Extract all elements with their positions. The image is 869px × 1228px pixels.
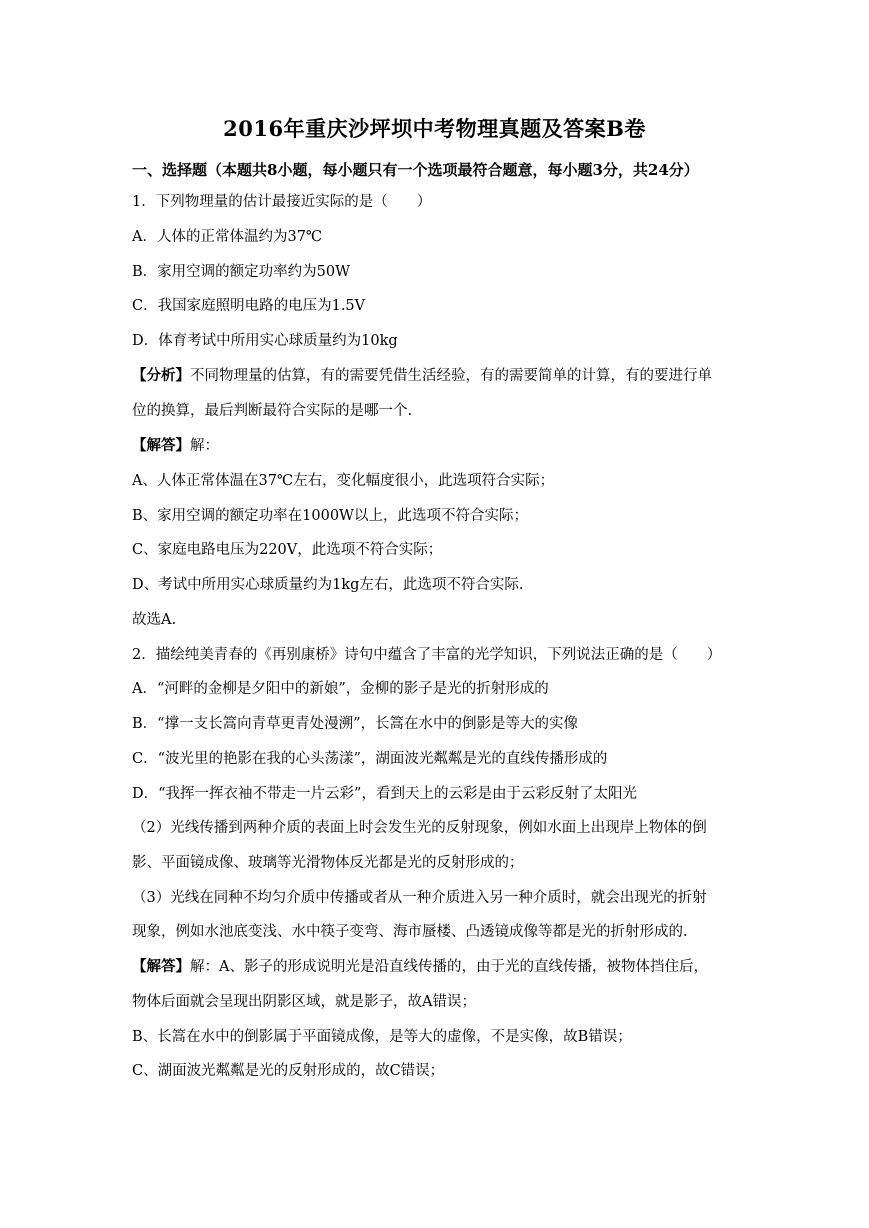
- answer-intro: 解：: [190, 438, 219, 454]
- question-2-analysis-4: 现象，例如水池底变浅、水中筷子变弯、海市蜃楼、凸透镜成像等都是光的折射形成的.: [132, 924, 688, 940]
- answer-text: 解：A、影子的形成说明光是沿直线传播的，由于光的直线传播，被物体挡住后，: [190, 959, 708, 975]
- question-1-option-a: A．人体的正常体温约为37℃: [132, 229, 323, 245]
- question-2-option-a: A．“河畔的金柳是夕阳中的新娘”，金柳的影子是光的折射形成的: [132, 681, 549, 697]
- document-title: 2016年重庆沙坪坝中考物理真题及答案B卷: [223, 116, 646, 141]
- analysis-label: 【分析】: [132, 367, 190, 384]
- question-2-answer-cont: 物体后面就会呈现出阴影区域，就是影子，故A错误；: [132, 994, 476, 1010]
- question-1-option-d: D．体育考试中所用实心球质量约为10kg: [132, 333, 398, 349]
- section-header: 一、选择题（本题共8小题，每小题只有一个选项最符合题意，每小题3分，共24分）: [132, 161, 699, 179]
- answer-label: 【解答】: [132, 958, 190, 975]
- question-1-answer-a: A、人体正常体温在37℃左右，变化幅度很小，此选项符合实际；: [132, 473, 555, 489]
- question-1-analysis-cont: 位的换算，最后判断最符合实际的是哪一个.: [132, 403, 413, 419]
- question-1-answer-c: C、家庭电路电压为220V，此选项不符合实际；: [132, 542, 443, 558]
- question-2-answer-b: B、长篙在水中的倒影属于平面镜成像，是等大的虚像，不是实像，故B错误；: [132, 1029, 632, 1045]
- question-1-answer: [132, 436, 219, 456]
- question-2-analysis-3: （3）光线在同种不均匀介质中传播或者从一种介质进入另一种介质时，就会出现光的折射: [132, 890, 707, 906]
- question-2-analysis-2: 影、平面镜成像、玻璃等光滑物体反光都是光的反射形成的；: [132, 855, 524, 871]
- question-1-conclusion: 故选A.: [132, 612, 177, 628]
- question-1-stem: 1．下列物理量的估计最接近实际的是（ ）: [132, 194, 432, 210]
- analysis-text: 不同物理量的估算，有的需要凭借生活经验，有的需要简单的计算，有的要进行单: [190, 368, 712, 384]
- question-2-stem: 2．描绘纯美青春的《再别康桥》诗句中蕴含了丰富的光学知识，下列说法正确的是（ ）: [132, 647, 722, 663]
- question-1-answer-b: B、家用空调的额定功率在1000W以上，此选项不符合实际；: [132, 508, 528, 524]
- question-2-answer: [132, 957, 708, 977]
- question-1-answer-d: D、考试中所用实心球质量约为1kg左右，此选项不符合实际.: [132, 577, 524, 593]
- question-2-answer-c: C、湖面波光粼粼是光的反射形成的，故C错误；: [132, 1063, 445, 1079]
- question-2-option-c: C．“波光里的艳影在我的心头荡漾”，湖面波光粼粼是光的直线传播形成的: [132, 751, 608, 767]
- question-1-option-b: B．家用空调的额定功率约为50W: [132, 264, 351, 280]
- question-2-option-d: D．“我挥一挥衣袖不带走一片云彩”，看到天上的云彩是由于云彩反射了太阳光: [132, 786, 637, 802]
- question-2-option-b: B．“撑一支长篙向青草更青处漫溯”，长篙在水中的倒影是等大的实像: [132, 716, 578, 732]
- answer-label: 【解答】: [132, 437, 190, 454]
- question-2-analysis-1: （2）光线传播到两种介质的表面上时会发生光的反射现象，例如水面上出现岸上物体的倒: [132, 820, 707, 836]
- question-1-option-c: C．我国家庭照明电路的电压为1.5V: [132, 298, 366, 314]
- question-1-analysis: [132, 366, 712, 386]
